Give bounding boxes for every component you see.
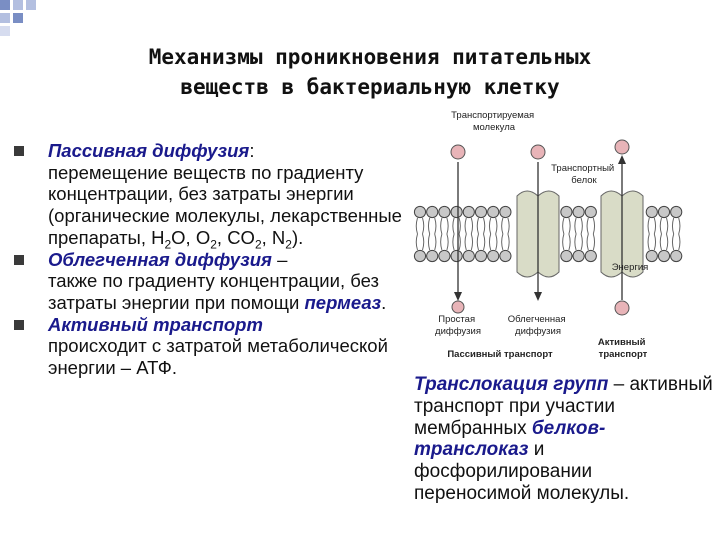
transport-protein-right — [538, 191, 559, 277]
label-passive-transport: Пассивный транспорт — [447, 349, 553, 360]
active-transport-text: происходит с затратой метаболической энергии – АТФ. — [48, 335, 388, 379]
term-permease: пермеаз — [304, 291, 382, 313]
molecule-icon — [451, 145, 465, 159]
lipid-molecule — [585, 206, 596, 234]
term-translocase-proteins: белков-транслоказ — [414, 417, 606, 461]
lipid-molecule — [427, 206, 438, 234]
label-transport-protein: Транспортный белок — [551, 163, 615, 186]
lipid-molecule — [500, 206, 511, 234]
molecule-icon — [452, 301, 464, 313]
lipid-molecule — [658, 206, 669, 234]
lipid-molecule — [439, 234, 450, 262]
lipid-molecule — [658, 234, 669, 262]
molecule-icon — [615, 301, 629, 315]
lipid-molecule — [671, 206, 682, 234]
lipid-molecule — [646, 206, 657, 234]
lipid-molecule — [488, 234, 499, 262]
term-facilitated-diffusion: Облегченная диффузия — [48, 248, 272, 270]
title-line-1: Механизмы проникновения питательных — [148, 45, 592, 69]
transport-protein-left — [517, 191, 538, 277]
bullet-facilitated-diffusion: Облегченная диффузия – также по градиенту концентрации, без затраты энергии при помощи пермеаз. — [14, 249, 406, 314]
lipid-molecule — [573, 234, 584, 262]
molecule-icon — [531, 145, 545, 159]
title-line-2: веществ в бактериальную клетку — [180, 75, 560, 99]
label-transported-molecule: Транспортируемая молекула — [451, 110, 535, 133]
lipid-molecule — [561, 206, 572, 234]
bullet-passive-diffusion: Пассивная диффузия: перемещение веществ по градиенту концентрации, без затраты энергии (органические молекулы, лекарственные препараты, $H_2O$, $O_2$, $CO_2$, $N_2$). — [14, 140, 406, 249]
lipid-molecule — [475, 234, 486, 262]
lipid-molecule — [573, 206, 584, 234]
term-active-transport: Активный транспорт — [48, 313, 263, 335]
molecule-icon — [615, 140, 629, 154]
lipid-molecule — [671, 234, 682, 262]
term-passive-diffusion: Пассивная диффузия — [48, 140, 250, 161]
passive-diffusion-text: перемещение веществ по градиенту концентрации, без затраты энергии (органические молекулы, лекарственные препараты, $H_2O$, $O_2$, $CO_2$, $N_2$). — [48, 161, 402, 252]
lipid-molecule — [561, 234, 572, 262]
lipid-molecule — [488, 206, 499, 234]
label-facilitated-diffusion: Облегченная диффузия — [507, 314, 566, 337]
lipid-molecule — [475, 206, 486, 234]
group-translocation-text: Транслокация групп – активный транспорт при участии мембранных белков-транслоказ и фосфорилировании переносимой молекулы. — [414, 374, 713, 504]
lipid-molecule — [427, 234, 438, 262]
lipid-molecule — [463, 234, 474, 262]
label-active-transport: Активный транспорт — [597, 337, 648, 360]
term-group-translocation: Транслокация групп — [414, 374, 609, 395]
lipid-molecule — [585, 234, 596, 262]
lipid-molecule — [646, 234, 657, 262]
lipid-molecule — [500, 234, 511, 262]
lipid-molecule — [451, 234, 462, 262]
lipid-molecule — [414, 206, 425, 234]
lipid-molecule — [451, 206, 462, 234]
lipid-molecule — [463, 206, 474, 234]
facilitated-diffusion-text: также по градиенту концентрации, без затраты энергии при помощи — [48, 270, 379, 313]
label-simple-diffusion: Простая диффузия — [435, 314, 481, 337]
lipid-molecule — [414, 234, 425, 262]
label-energy: Энергия — [611, 262, 649, 273]
lipid-molecule — [439, 206, 450, 234]
